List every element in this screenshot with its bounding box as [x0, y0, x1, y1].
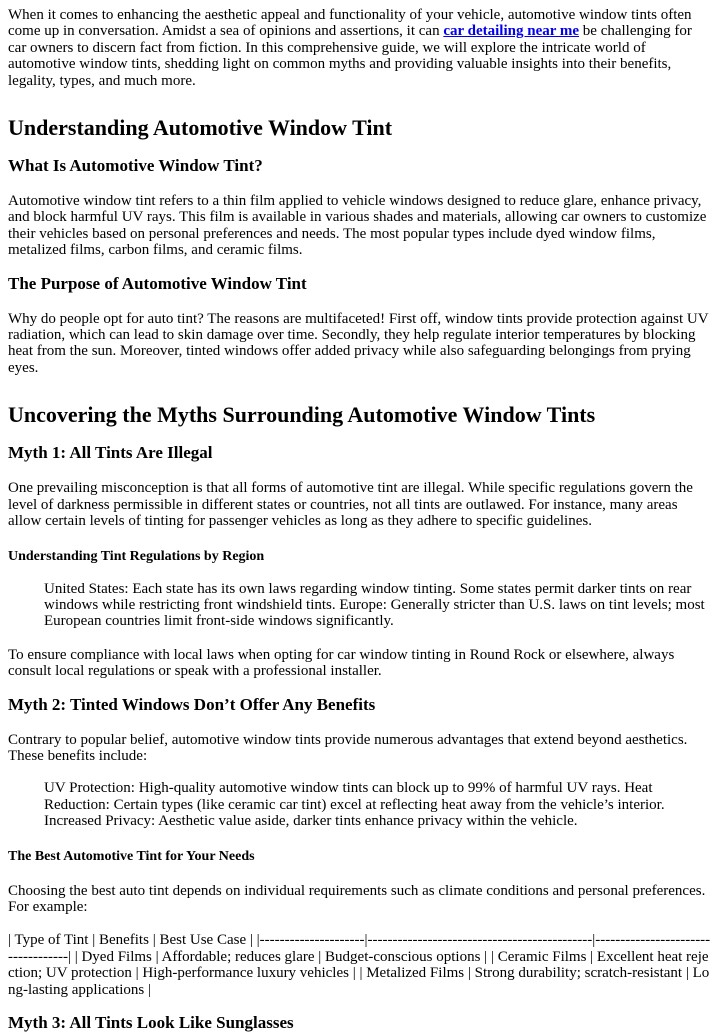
compliance-paragraph: To ensure compliance with local laws when opting for car window tinting in Round Rock or elsewhere, always consult local regulations or speak with a professional installer. [8, 646, 675, 680]
myth-1-paragraph: One prevailing misconception is that all forms of automotive tint are illegal. While specific regulations govern the level of darkness permissible in different states or countries, not all tints are outlawed. For instance, many areas allow certain levels of tinting for passenger vehicles as long as they adhere to specific guidelines. [8, 480, 693, 530]
benefits-quote: UV Protection: High-quality automotive window tints can block up to 99% of harmful UV rays. Heat Reduction: Certain types (like ceramic car tint) excel at reflecting heat away from the vehicle’s interior. Increased Privacy: Aesthetic value aside, darker tints enhance privacy within the vehicle. [44, 780, 665, 830]
heading-myth-2: Myth 2: Tinted Windows Don’t Offer Any Benefits [8, 694, 376, 714]
heading-myths: Uncovering the Myths Surrounding Automotive Window Tints [8, 402, 596, 428]
heading-purpose: The Purpose of Automotive Window Tint [8, 273, 307, 293]
tint-table-text: | Type of Tint | Benefits | Best Use Case | |---------------------|---------------------------------------------|-----------------------------------| | Dyed Films | Affordable; reduces glare | Budget-conscious options | | Ceramic Films | Excellent heat rejection; UV protection | High-performance luxury vehicles | | Metalized Films | Strong durability; scratch-resistant | Long-lasting applications | [8, 932, 711, 998]
regulations-quote: United States: Each state has its own laws regarding window tinting. Some states permit darker tints on rear windows while restricting front windshield tints. Europe: Generally stricter than U.S. laws on tint levels; most European countries limit front-side windows significantly. [44, 580, 705, 630]
best-tint-paragraph: Choosing the best auto tint depends on individual requirements such as climate conditions and personal preferences. For example: [8, 882, 706, 915]
heading-myth-3: Myth 3: All Tints Look Like Sunglasses [8, 1013, 294, 1032]
heading-what-is: What Is Automotive Window Tint? [8, 156, 263, 176]
heading-understanding: Understanding Automotive Window Tint [8, 115, 393, 141]
intro-text-before: When it comes to enhancing the aesthetic appeal and functionality of your vehicle, automotive window tints often come up in conversation. Amidst a sea of opinions and assertions, it can [8, 7, 692, 40]
intro-paragraph [8, 7, 712, 89]
myth-2-paragraph: Contrary to popular belief, automotive window tints provide numerous advantages that extend beyond aesthetics. These benefits include: [8, 731, 688, 764]
intro-text-after: be challenging for car owners to discern fact from fiction. In this comprehensive guide, we will explore the intricate world of automotive window tints, shedding light on common myths and providing valuable insights into their benefits, legality, types, and much more. [8, 23, 692, 89]
purpose-paragraph: Why do people opt for auto tint? The reasons are multifaceted! First off, window tints provide protection against UV radiation, which can lead to skin damage over time. Secondly, they help regulate interior temperatures by blocking heat from the sun. Moreover, tinted windows offer added privacy while also safeguarding belongings from prying eyes. [8, 310, 709, 376]
heading-regulations: Understanding Tint Regulations by Region [8, 548, 265, 564]
car-detailing-link[interactable]: car detailing near me [443, 23, 580, 40]
article [0, 7, 720, 1033]
heading-myth-1: Myth 1: All Tints Are Illegal [8, 443, 213, 463]
what-is-paragraph: Automotive window tint refers to a thin film applied to vehicle windows designed to reduce glare, enhance privacy, and block harmful UV rays. This film is available in various shades and materials, allowing car owners to customize their vehicles based on personal preferences and needs. The most popular types include dyed window films, metalized films, carbon films, and ceramic films. [8, 193, 707, 259]
heading-best-tint: The Best Automotive Tint for Your Needs [8, 848, 255, 864]
